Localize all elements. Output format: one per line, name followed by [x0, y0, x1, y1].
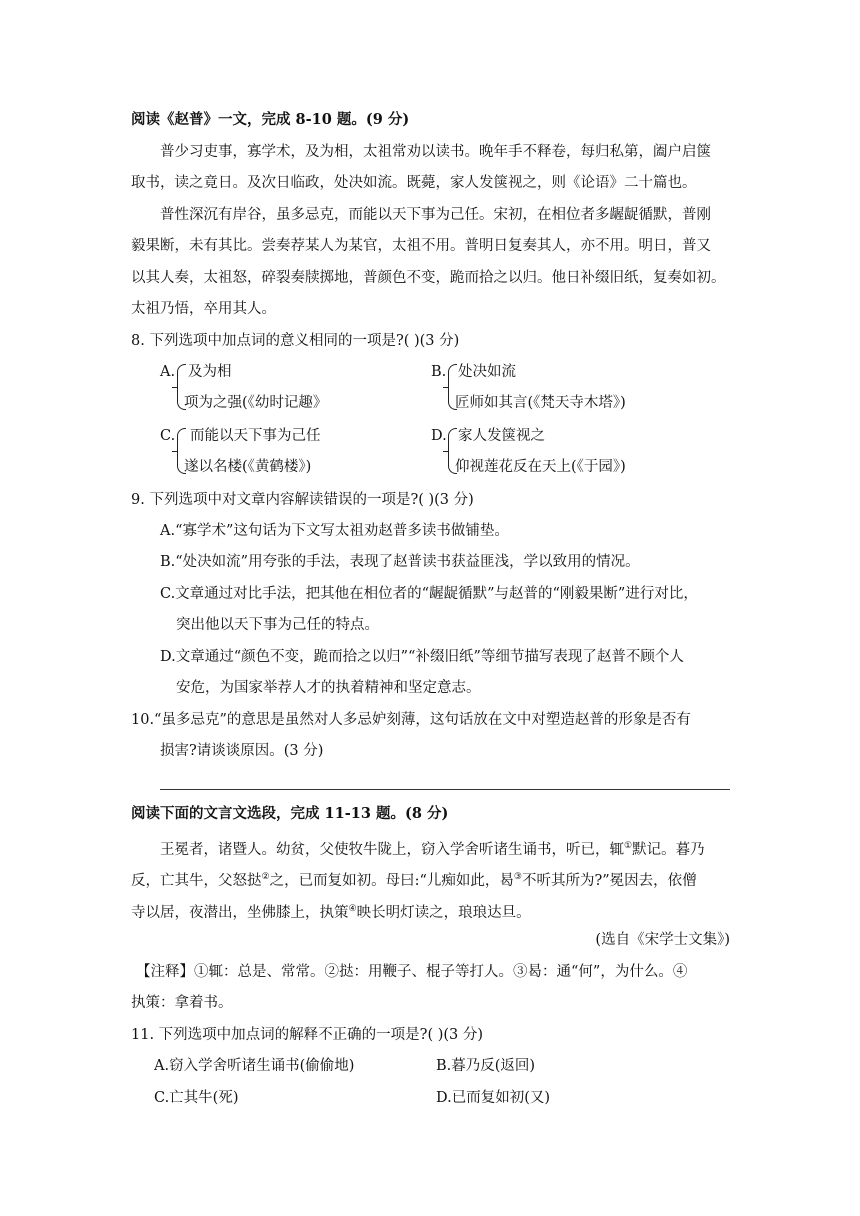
notes-cont: 执策：拿着书。 [131, 995, 233, 1011]
option-line: 而能以天下事为己任 [190, 428, 321, 444]
answer-line[interactable] [160, 789, 730, 790]
notes: 【注释】①辄：总是、常常。②挞：用鞭子、棍子等打人。③曷：通“何”，为什么。④ [136, 964, 688, 980]
option-line: 遂以名楼(《黄鹤楼》) [184, 459, 312, 475]
option-line: 匠师如其言(《梵天寺木塔》) [455, 395, 626, 411]
passage-line: 以其人奏，太祖怒，碎裂奏牍掷地，普颜色不变，跪而拾之以归。他日补缀旧纸，复奏如初。 [131, 270, 726, 286]
source-citation: (选自《宋学士文集》) [595, 932, 730, 948]
passage-line: 王冕者，诸暨人。幼贫，父使牧牛陇上，窃入学舍听诸生诵书，听已，辄①默记。暮乃 [160, 841, 705, 858]
option-line: 项为之强(《幼时记趣》 [184, 395, 328, 411]
q11-option-d[interactable]: D.已而复如初(又) [436, 1090, 551, 1106]
q9-option-d-cont: 安危，为国家举荐人才的执着精神和坚定意志。 [176, 680, 481, 696]
question-10-stem-cont: 损害?请谈谈原因。(3 分) [160, 743, 324, 759]
q11-option-a[interactable]: A.窃入学舍听诸生诵书(偷偷地) [154, 1058, 355, 1074]
option-label: C. [160, 428, 176, 444]
q9-option-c[interactable]: C.文章通过对比手法，把其他在相位者的“龌龊循默”与赵普的“刚毅果断”进行对比， [160, 586, 698, 602]
passage-line: 普性深沉有岸谷，虽多忌克，而能以天下事为己任。宋初，在相位者多龌龊循默，普刚 [160, 207, 711, 223]
option-label: A. [160, 364, 176, 380]
option-line: 处决如流 [458, 364, 516, 380]
passage-line: 寺以居，夜潜出，坐佛膝上，执策④映长明灯读之，琅琅达旦。 [131, 904, 531, 921]
question-9-stem: 9. 下列选项中对文章内容解读错误的一项是?( )(3 分) [131, 492, 474, 508]
section-heading: 阅读《赵普》一文，完成 8-10 题。(9 分) [131, 111, 410, 128]
q9-option-d[interactable]: D.文章通过“颜色不变，跪而拾之以归”“补缀旧纸”等细节描写表现了赵普不顾个人 [160, 649, 684, 665]
q9-option-c-cont: 突出他以天下事为己任的特点。 [176, 617, 379, 633]
passage-line: 普少习吏事，寡学术，及为相，太祖常劝以读书。晚年手不释卷，每归私第，阖户启箧 [160, 144, 711, 160]
passage-line: 反，亡其牛，父怒挞②之，已而复如初。母曰:“儿痴如此，曷③不听其所为?”冕因去，依僧 [131, 872, 697, 889]
option-label: D. [431, 428, 447, 444]
q11-option-c[interactable]: C.亡其牛(死) [154, 1090, 239, 1106]
question-8-stem: 8. 下列选项中加点词的意义相同的一项是?( )(3 分) [131, 333, 460, 349]
passage-line: 取书，读之竟日。及次日临政，处决如流。既薨，家人发箧视之，则《论语》二十篇也。 [131, 175, 697, 191]
question-11-stem: 11. 下列选项中加点词的解释不正确的一项是?( )(3 分) [131, 1027, 484, 1043]
passage-line: 毅果断，未有其比。尝奏荐某人为某官，太祖不用。普明日复奏其人，亦不用。明日，普又 [131, 238, 711, 254]
option-line: 及为相 [188, 364, 232, 380]
option-label: B. [431, 364, 447, 380]
option-line: 仰视莲花反在天上(《于园》) [455, 459, 626, 475]
passage-line: 太祖乃悟，卒用其人。 [131, 301, 276, 317]
section-heading: 阅读下面的文言文选段，完成 11-13 题。(8 分) [131, 805, 449, 822]
q9-option-a[interactable]: A.“寡学术”这句话为下文写太祖劝赵普多读书做铺垫。 [160, 523, 509, 539]
question-10-stem: 10.“虽多忌克”的意思是虽然对人多忌妒刻薄，这句话放在文中对塑造赵普的形象是否有 [131, 712, 691, 728]
q9-option-b[interactable]: B.“处决如流”用夸张的手法，表现了赵普读书获益匪浅，学以致用的情况。 [160, 554, 640, 570]
option-line: 家人发箧视之 [458, 428, 545, 444]
q11-option-b[interactable]: B.暮乃反(返回) [436, 1058, 536, 1074]
